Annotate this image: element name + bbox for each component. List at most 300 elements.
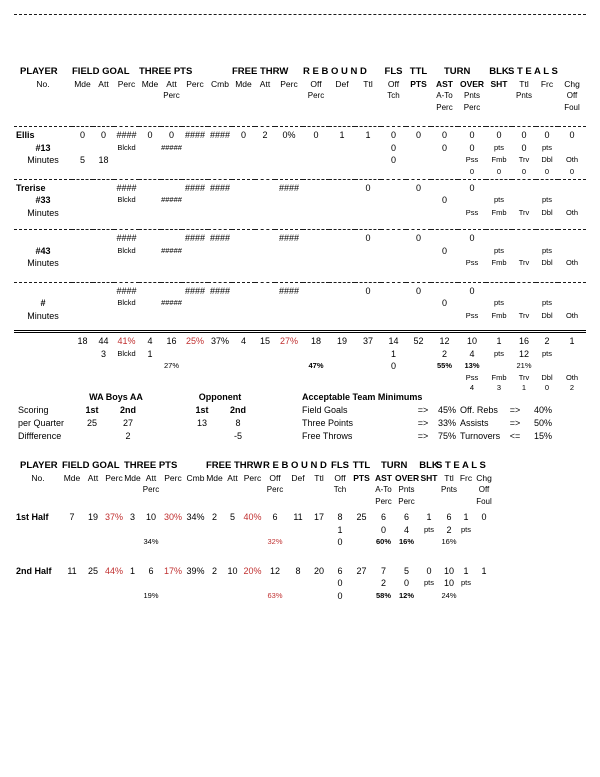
stat-over: Pss	[465, 372, 479, 382]
header-fls: Tch	[333, 485, 347, 494]
stat-tp_perc	[182, 207, 208, 220]
stat-pts	[351, 590, 372, 603]
stats-line-row4	[14, 310, 586, 323]
stat-over: 0	[469, 142, 475, 153]
stat-rb_off	[303, 142, 329, 155]
stat-tp_att	[161, 207, 182, 220]
stat-fg_perc: 44%	[104, 565, 123, 576]
stat-st_chg: Oth	[565, 372, 579, 382]
stat-over	[458, 245, 486, 258]
stats-line-second-half	[14, 577, 494, 590]
stat-fg_att	[93, 167, 114, 177]
stat-ft_mde: 2	[211, 512, 217, 522]
stats-line-first-half	[14, 511, 494, 524]
stat-blk	[418, 590, 440, 603]
stat-player	[14, 383, 72, 393]
spacer-row	[14, 114, 586, 127]
stat-player	[14, 590, 62, 603]
stat-pts: 0	[406, 230, 431, 245]
header-row	[14, 102, 586, 114]
stats-line-trerise	[14, 179, 586, 194]
header-tp_mde	[139, 102, 161, 114]
header-blk	[486, 102, 512, 114]
stat-ft_att: 2	[255, 127, 275, 142]
stat-ft_att	[223, 524, 242, 537]
stat-tp_perc	[182, 373, 208, 383]
stat-tp_cmb: ####	[208, 230, 232, 245]
header-fg_mde: Mde	[74, 79, 91, 89]
header-ft_mde: Mde	[235, 79, 252, 89]
header-rb_def	[329, 90, 355, 102]
stat-st_ttl	[512, 245, 536, 258]
stat-rb_off: 32%	[267, 537, 283, 546]
header-st_ttl: Ttl	[444, 473, 454, 483]
stat-rb_ttl	[355, 348, 381, 361]
header-st_frc	[458, 496, 474, 508]
header-fg_mde: FIELD GOAL	[72, 66, 130, 77]
stat-tp_cmb	[208, 142, 232, 155]
stat-ft_att	[255, 257, 275, 270]
stat-fg_mde	[72, 230, 93, 245]
stat-fg_mde	[72, 360, 93, 373]
stat-st_frc	[536, 282, 558, 297]
stat-fls	[381, 207, 406, 220]
stat-ft_perc	[242, 536, 263, 549]
stat-tp_mde	[139, 383, 161, 393]
header-ft_mde	[232, 90, 255, 102]
stat-ft_mde	[232, 383, 255, 393]
stat-pts	[406, 257, 431, 270]
stat-rb_def	[329, 142, 355, 155]
stat-st_chg: 1	[558, 332, 586, 348]
header-fg_att	[93, 102, 114, 114]
team-label: WA Boys AA	[89, 392, 143, 402]
stat-tp_att: 6	[148, 565, 154, 576]
stat-ft_perc	[275, 257, 303, 270]
stat-ft_mde	[232, 360, 255, 373]
stat-rb_off	[303, 282, 329, 297]
stat-fg_att: 19	[87, 512, 98, 522]
stat-tp_perc: 17%	[163, 565, 182, 576]
header-st_chg	[558, 66, 586, 78]
stat-over: 12%	[398, 590, 414, 600]
stat-st_chg: Oth	[565, 207, 579, 217]
player-block-first-half	[14, 508, 494, 549]
stat-pts: 0	[406, 127, 431, 142]
stat-fg_mde	[72, 245, 93, 258]
stat-rb_ttl	[355, 360, 381, 373]
stat-ast	[431, 167, 458, 177]
stat-tp_mde	[124, 536, 141, 549]
stat-player	[14, 536, 62, 549]
stat-pts	[351, 524, 372, 537]
header-row	[14, 78, 586, 90]
header-over: Pnts	[398, 485, 415, 494]
header-fg_att: Att	[87, 473, 99, 483]
minimum-op: <=	[509, 431, 521, 441]
stat-ast	[431, 207, 458, 220]
player-block-totals	[14, 322, 586, 393]
stat-blk: 3	[496, 382, 502, 392]
stat-over: 0	[458, 127, 486, 142]
header-fg_att	[82, 484, 104, 496]
opp-difference: -5	[233, 431, 242, 441]
minimum-label: Three Points	[302, 418, 354, 428]
header-rb_off: R E B O U N D	[303, 66, 367, 77]
stat-rb_off	[303, 257, 329, 270]
stat-tp_cmb: 39%	[186, 565, 205, 576]
stat-tp_att	[161, 282, 182, 297]
stat-rb_off	[303, 230, 329, 245]
opp-q1-points: 13	[196, 418, 207, 428]
header-player: PLAYER	[20, 66, 58, 77]
stat-st_frc: Dbl	[541, 310, 553, 320]
stat-rb_def: 1	[329, 127, 355, 142]
stats-line-totals	[14, 383, 586, 393]
stat-rb_def	[329, 245, 355, 258]
stat-tp_mde: 0	[139, 127, 161, 142]
stat-rb_ttl: 37	[355, 332, 381, 348]
stat-tp_mde: 3	[129, 512, 135, 522]
stat-st_chg	[558, 282, 586, 297]
stat-tp_mde: 1	[147, 348, 153, 359]
stat-tp_cmb: ####	[208, 179, 232, 194]
minimum-value: 33%	[437, 418, 456, 428]
stat-fg_perc	[114, 207, 139, 220]
stat-player: Minutes	[27, 258, 59, 268]
stat-fg_att: 18	[98, 155, 109, 165]
stat-ft_att	[255, 360, 275, 373]
header-blk: BLK	[419, 460, 439, 471]
stat-blk: Fmb	[491, 372, 507, 382]
stat-fg_att	[93, 310, 114, 323]
stat-over: Pss	[465, 258, 479, 267]
stat-fg_perc: ####	[114, 127, 139, 142]
header-pts	[351, 484, 372, 496]
stat-rb_off: 63%	[267, 590, 283, 600]
stat-ft_mde	[206, 577, 223, 590]
stat-st_ttl	[512, 230, 536, 245]
stat-st_ttl: 0	[521, 166, 527, 176]
header-rb_ttl: Ttl	[363, 79, 373, 89]
period-label-2nd: 2nd	[119, 405, 136, 415]
header-over: Perc	[398, 497, 415, 506]
header-row	[14, 460, 494, 472]
stat-ast: 7	[380, 565, 386, 576]
stat-tp_mde	[139, 310, 161, 323]
stat-tp_att: #####	[161, 245, 182, 255]
stat-over: 0	[458, 282, 486, 297]
stat-ft_mde	[232, 154, 255, 167]
stat-tp_perc	[182, 245, 208, 258]
stat-st_chg: Oth	[565, 155, 579, 164]
stat-tp_cmb: 34%	[186, 512, 205, 522]
stat-pts	[351, 577, 372, 590]
stat-tp_cmb	[185, 590, 206, 603]
stat-fg_att: 0	[93, 127, 114, 142]
header-st_chg: Chg	[476, 473, 492, 483]
stat-ft_att	[255, 310, 275, 323]
stat-fg_mde: 7	[69, 512, 75, 522]
stat-tp_att: 27%	[163, 361, 179, 370]
stat-st_frc: pts	[460, 578, 471, 587]
stat-ft_mde: 4	[232, 332, 255, 348]
header-tp_att	[161, 102, 182, 114]
stat-tp_perc: 25%	[182, 332, 208, 348]
stat-st_ttl: 6	[446, 512, 452, 522]
stat-fg_mde	[62, 577, 82, 590]
stat-rb_def	[329, 194, 355, 207]
header-tp_perc: Perc	[164, 473, 182, 483]
stat-tp_cmb	[208, 383, 232, 393]
header-row	[14, 90, 586, 102]
stat-player	[14, 577, 62, 590]
header-st_chg: Chg	[564, 79, 580, 89]
stat-rb_ttl	[355, 383, 381, 393]
header-st_chg: Foul	[476, 497, 492, 506]
header-st_ttl	[512, 102, 536, 114]
header-tp_att: Att	[166, 79, 177, 89]
stat-player	[14, 373, 72, 383]
header-pts: TTL	[352, 460, 371, 471]
stats-line-second-half	[14, 590, 494, 603]
header-rb_off: Perc	[307, 91, 325, 100]
stat-player: Ellis	[14, 127, 72, 142]
stat-rb_ttl	[309, 577, 329, 590]
stat-st_frc	[536, 230, 558, 245]
header-over: Pnts	[463, 91, 480, 100]
header-st_frc	[536, 102, 558, 114]
quarter-summary	[18, 392, 256, 444]
stat-st_ttl	[512, 194, 536, 207]
stats-line-first-half	[14, 524, 494, 537]
stat-pts	[406, 245, 431, 258]
stat-fg_mde	[72, 194, 93, 207]
header-st_chg: Off	[566, 91, 578, 100]
stat-ft_mde	[232, 282, 255, 297]
header-ft_perc	[275, 102, 303, 114]
header-player	[14, 102, 72, 114]
stat-pts: 25	[356, 512, 367, 522]
minimum-label: Turnovers	[460, 431, 501, 441]
stat-tp_att	[161, 310, 182, 323]
header-st_ttl: Pnts	[515, 91, 532, 100]
stat-rb_off	[303, 373, 329, 383]
stat-ft_perc	[275, 383, 303, 393]
stat-rb_def	[329, 383, 355, 393]
stat-fg_mde	[72, 297, 93, 310]
stats-line-row3	[14, 245, 586, 258]
stats-line-row3	[14, 230, 586, 245]
header-blk: SHT	[420, 473, 438, 483]
minimum-op: =>	[417, 431, 429, 441]
stat-player: #13	[35, 142, 51, 153]
stat-st_ttl: 10	[443, 565, 454, 576]
stat-ft_perc: 20%	[243, 565, 262, 576]
stat-over: 6	[403, 512, 409, 522]
stat-ft_att	[255, 207, 275, 220]
stat-ft_perc	[275, 373, 303, 383]
stat-st_ttl: Trv	[518, 258, 530, 267]
stat-st_frc: pts	[541, 142, 552, 152]
stat-ast: 0	[380, 524, 386, 535]
stat-rb_off	[303, 154, 329, 167]
header-ft_mde: FREE THRW	[206, 460, 263, 471]
stat-rb_def	[329, 167, 355, 177]
stat-tp_cmb	[208, 257, 232, 270]
header-fls: FLS	[331, 460, 349, 471]
stat-ft_perc: ####	[275, 179, 303, 194]
stat-blk: pts	[493, 142, 504, 152]
stat-rb_ttl	[355, 245, 381, 258]
stats-line-totals	[14, 360, 586, 373]
stat-tp_mde	[139, 207, 161, 220]
stat-tp_perc	[182, 194, 208, 207]
stat-ft_att: 15	[255, 332, 275, 348]
stat-tp_att	[161, 179, 182, 194]
stat-over: 0	[458, 179, 486, 194]
stat-over: 5	[403, 565, 409, 576]
stat-fls	[381, 194, 406, 207]
stat-tp_perc	[161, 524, 185, 537]
stat-fg_perc	[114, 360, 139, 373]
header-over: OVER	[395, 473, 420, 483]
stat-tp_mde	[139, 282, 161, 297]
stat-rb_def	[329, 154, 355, 167]
stat-tp_perc: ####	[182, 179, 208, 194]
stat-fg_perc	[114, 154, 139, 167]
stat-pts	[406, 154, 431, 167]
player-block-row4	[14, 270, 586, 323]
stat-tp_att	[141, 577, 161, 590]
header-rb_ttl: Ttl	[314, 473, 324, 483]
stat-ast: 0	[441, 298, 447, 308]
stat-rb_off	[303, 383, 329, 393]
stat-fls: 0	[390, 155, 396, 165]
stat-player: 2nd Half	[16, 565, 52, 576]
stat-tp_att	[161, 154, 182, 167]
stat-tp_att	[141, 524, 161, 537]
stat-st_chg	[474, 536, 494, 549]
stat-ft_mde	[206, 524, 223, 537]
stat-ft_att	[255, 230, 275, 245]
header-tp_mde: Mde	[124, 473, 141, 483]
stat-player: #43	[35, 245, 51, 256]
stat-st_frc: pts	[541, 195, 552, 204]
header-ft_mde	[206, 484, 223, 496]
stat-blk	[418, 536, 440, 549]
stat-fg_att	[93, 230, 114, 245]
stats-line-totals	[14, 373, 586, 383]
minimum-value: 15%	[533, 431, 552, 441]
header-ast: AST	[436, 79, 453, 89]
header-fg_att	[82, 496, 104, 508]
stat-rb_ttl	[309, 524, 329, 537]
stat-over: 10	[458, 332, 486, 348]
stat-st_chg: 2	[569, 382, 575, 392]
stat-st_chg: 1	[481, 565, 487, 576]
stat-ft_mde: 2	[211, 565, 217, 576]
stat-ft_mde	[232, 257, 255, 270]
stat-st_chg	[558, 297, 586, 310]
stat-st_chg	[474, 577, 494, 590]
stat-st_chg: Oth	[565, 310, 579, 320]
stat-st_frc: 1	[463, 512, 469, 522]
stat-pts	[351, 536, 372, 549]
header-row	[14, 472, 494, 484]
stat-tp_mde: 4	[139, 332, 161, 348]
stat-rb_ttl	[355, 167, 381, 177]
player-block-row3	[14, 219, 586, 270]
header-fg_mde	[72, 90, 93, 102]
stat-tp_att: #####	[161, 195, 182, 204]
stat-pts	[406, 194, 431, 207]
stat-pts	[406, 167, 431, 177]
stat-tp_att: 16	[161, 332, 182, 348]
player-block-second-half	[14, 549, 494, 603]
header-ft_mde: FREE THRW	[232, 66, 289, 77]
stat-st_ttl: Trv	[518, 310, 530, 320]
stat-tp_mde	[124, 524, 141, 537]
header-pts	[406, 90, 431, 102]
header-row	[14, 484, 494, 496]
stat-player: #	[40, 298, 46, 308]
stat-over: Pss	[465, 207, 479, 217]
stat-pts	[406, 207, 431, 220]
stat-rb_def	[329, 360, 355, 373]
minimum-value: 40%	[533, 405, 552, 415]
stat-over: Pss	[465, 310, 479, 320]
stat-tp_perc	[182, 167, 208, 177]
header-player	[14, 484, 62, 496]
stat-st_ttl	[512, 282, 536, 297]
stat-rb_def	[329, 373, 355, 383]
stat-tp_cmb	[208, 207, 232, 220]
header-rb_def: Def	[335, 79, 349, 89]
header-fg_perc: Perc	[117, 79, 136, 89]
header-ast: Perc	[375, 497, 392, 506]
header-tp_cmb	[208, 102, 232, 114]
stat-fg_perc	[104, 577, 124, 590]
stat-ast: 2	[380, 578, 386, 588]
stat-fls: 1	[390, 348, 396, 359]
stat-ft_mde	[232, 373, 255, 383]
stat-blk: 0	[426, 565, 432, 576]
stat-pts	[406, 373, 431, 383]
header-ft_att: Att	[227, 473, 238, 483]
stat-tp_cmb	[208, 154, 232, 167]
header-rb_ttl	[309, 484, 329, 496]
stat-fls	[381, 282, 406, 297]
stat-ft_perc	[242, 577, 263, 590]
stat-fls	[381, 257, 406, 270]
header-pts	[406, 102, 431, 114]
spacer-row	[14, 549, 494, 565]
stat-pts	[406, 297, 431, 310]
header-tp_cmb: Cmb	[186, 473, 205, 483]
stat-ft_att	[223, 590, 242, 603]
period-label-1st: 1st	[85, 405, 99, 415]
stat-ast: 58%	[375, 590, 391, 600]
header-fg_mde: Mde	[63, 473, 81, 483]
stat-fls	[381, 310, 406, 323]
stat-tp_mde	[139, 154, 161, 167]
stat-ft_perc	[275, 310, 303, 323]
stat-st_ttl: 0	[512, 127, 536, 142]
stat-fg_mde: 5	[79, 155, 85, 165]
header-fg_perc	[114, 102, 139, 114]
spacer-row	[14, 270, 586, 283]
